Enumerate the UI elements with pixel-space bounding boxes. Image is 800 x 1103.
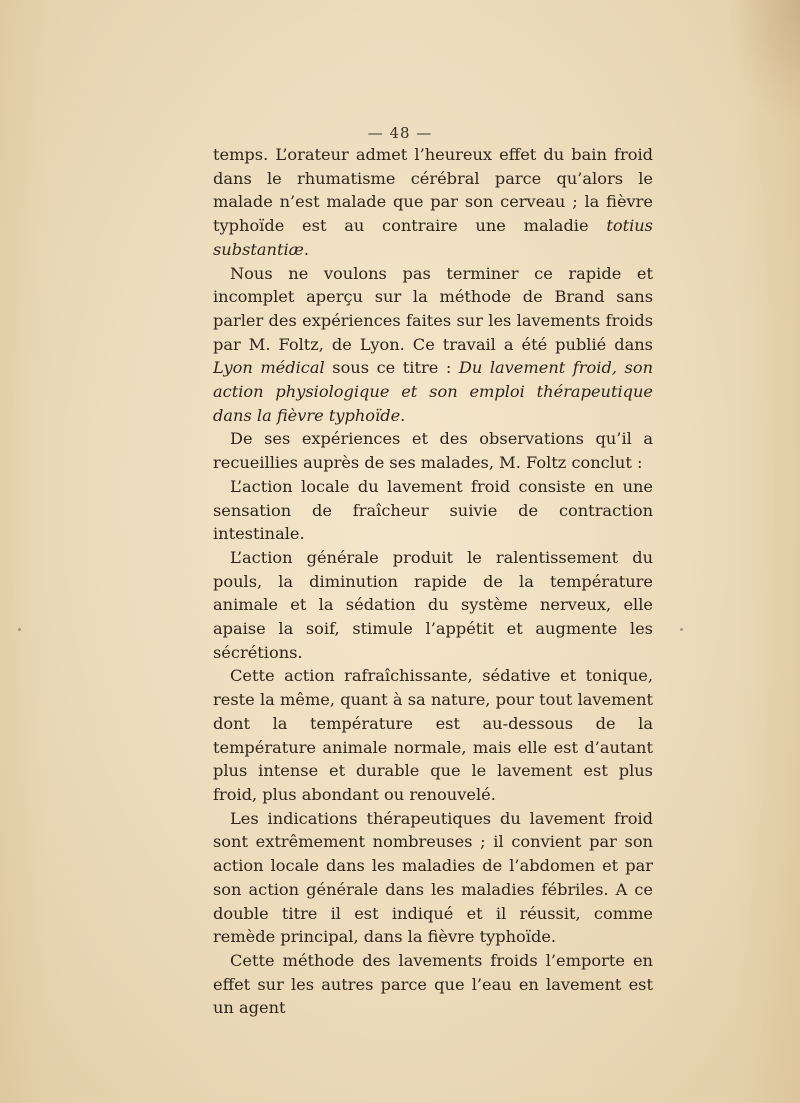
text-run: De ses expériences et des observations qu’il a recueillies auprès de ses malades, M. Foltz conclut : [213, 429, 653, 473]
text-run: . [400, 405, 406, 425]
paragraph [213, 475, 653, 546]
paper-speck [18, 628, 21, 631]
paper-speck [680, 628, 683, 631]
paper-stain [730, 0, 800, 120]
paragraph [213, 949, 653, 1020]
body-text [213, 143, 653, 1020]
text-run: sous ce titre : [324, 358, 459, 378]
paragraph [213, 262, 653, 428]
text-run: Les indications thérapeutiques du lavement froid sont extrêmement nombreuses ; il convient par son action locale dans les maladies de l’abdomen et par son action générale dans les maladies fébriles. A ce double titre il est indiqué et il réussit, comme remède principal, dans la fièvre typhoïde. [213, 808, 653, 947]
text-run: Nous ne voulons pas terminer ce rapide et incomplet aperçu sur la méthode de Brand sans parler des expériences faites sur les lavements froids par M. Foltz, de Lyon. Ce travail a été publié dans [213, 263, 653, 354]
text-run: L’action locale du lavement froid consiste en une sensation de fraîcheur suivie de contraction intestinale. [213, 476, 653, 544]
italic-text: totius substantiæ [213, 216, 653, 259]
text-run: Cette action rafraîchissante, sédative et tonique, reste la même, quant à sa nature, pour tout lavement dont la température est au-dessous de la température animale normale, mais elle est d’autant plus intense et durable que le lavement est plus froid, plus abondant ou renouvelé. [213, 666, 653, 804]
paragraph [213, 143, 653, 262]
text-run: L’action générale produit le ralentissement du pouls, la diminution rapide de la température animale et la sédation du système nerveux, elle apaise la soif, stimule l’appétit et augmente les sécrétions. [213, 547, 653, 662]
italic-text: Lyon médical [213, 358, 325, 378]
text-run: . [303, 239, 310, 259]
text-run: temps. L’orateur admet l’heureux effet du bain froid dans le rhumatisme cérébral parce qu’alors le malade n’est malade que par son cerveau ; la fièvre typhoïde est au contraire une maladie [213, 145, 653, 236]
paragraph [213, 664, 653, 806]
italic-text: Du lavement froid, son action physiologique et son emploi thérapeutique dans la fièvre typhoïde [213, 358, 653, 425]
text-run: Cette méthode des lavements froids l’emporte en effet sur les autres parce que l’eau en lavement est un agent [213, 950, 653, 1018]
paragraph [213, 427, 653, 474]
paragraph [213, 807, 653, 949]
page-number: — 48 — [367, 124, 433, 142]
paragraph [213, 546, 653, 665]
